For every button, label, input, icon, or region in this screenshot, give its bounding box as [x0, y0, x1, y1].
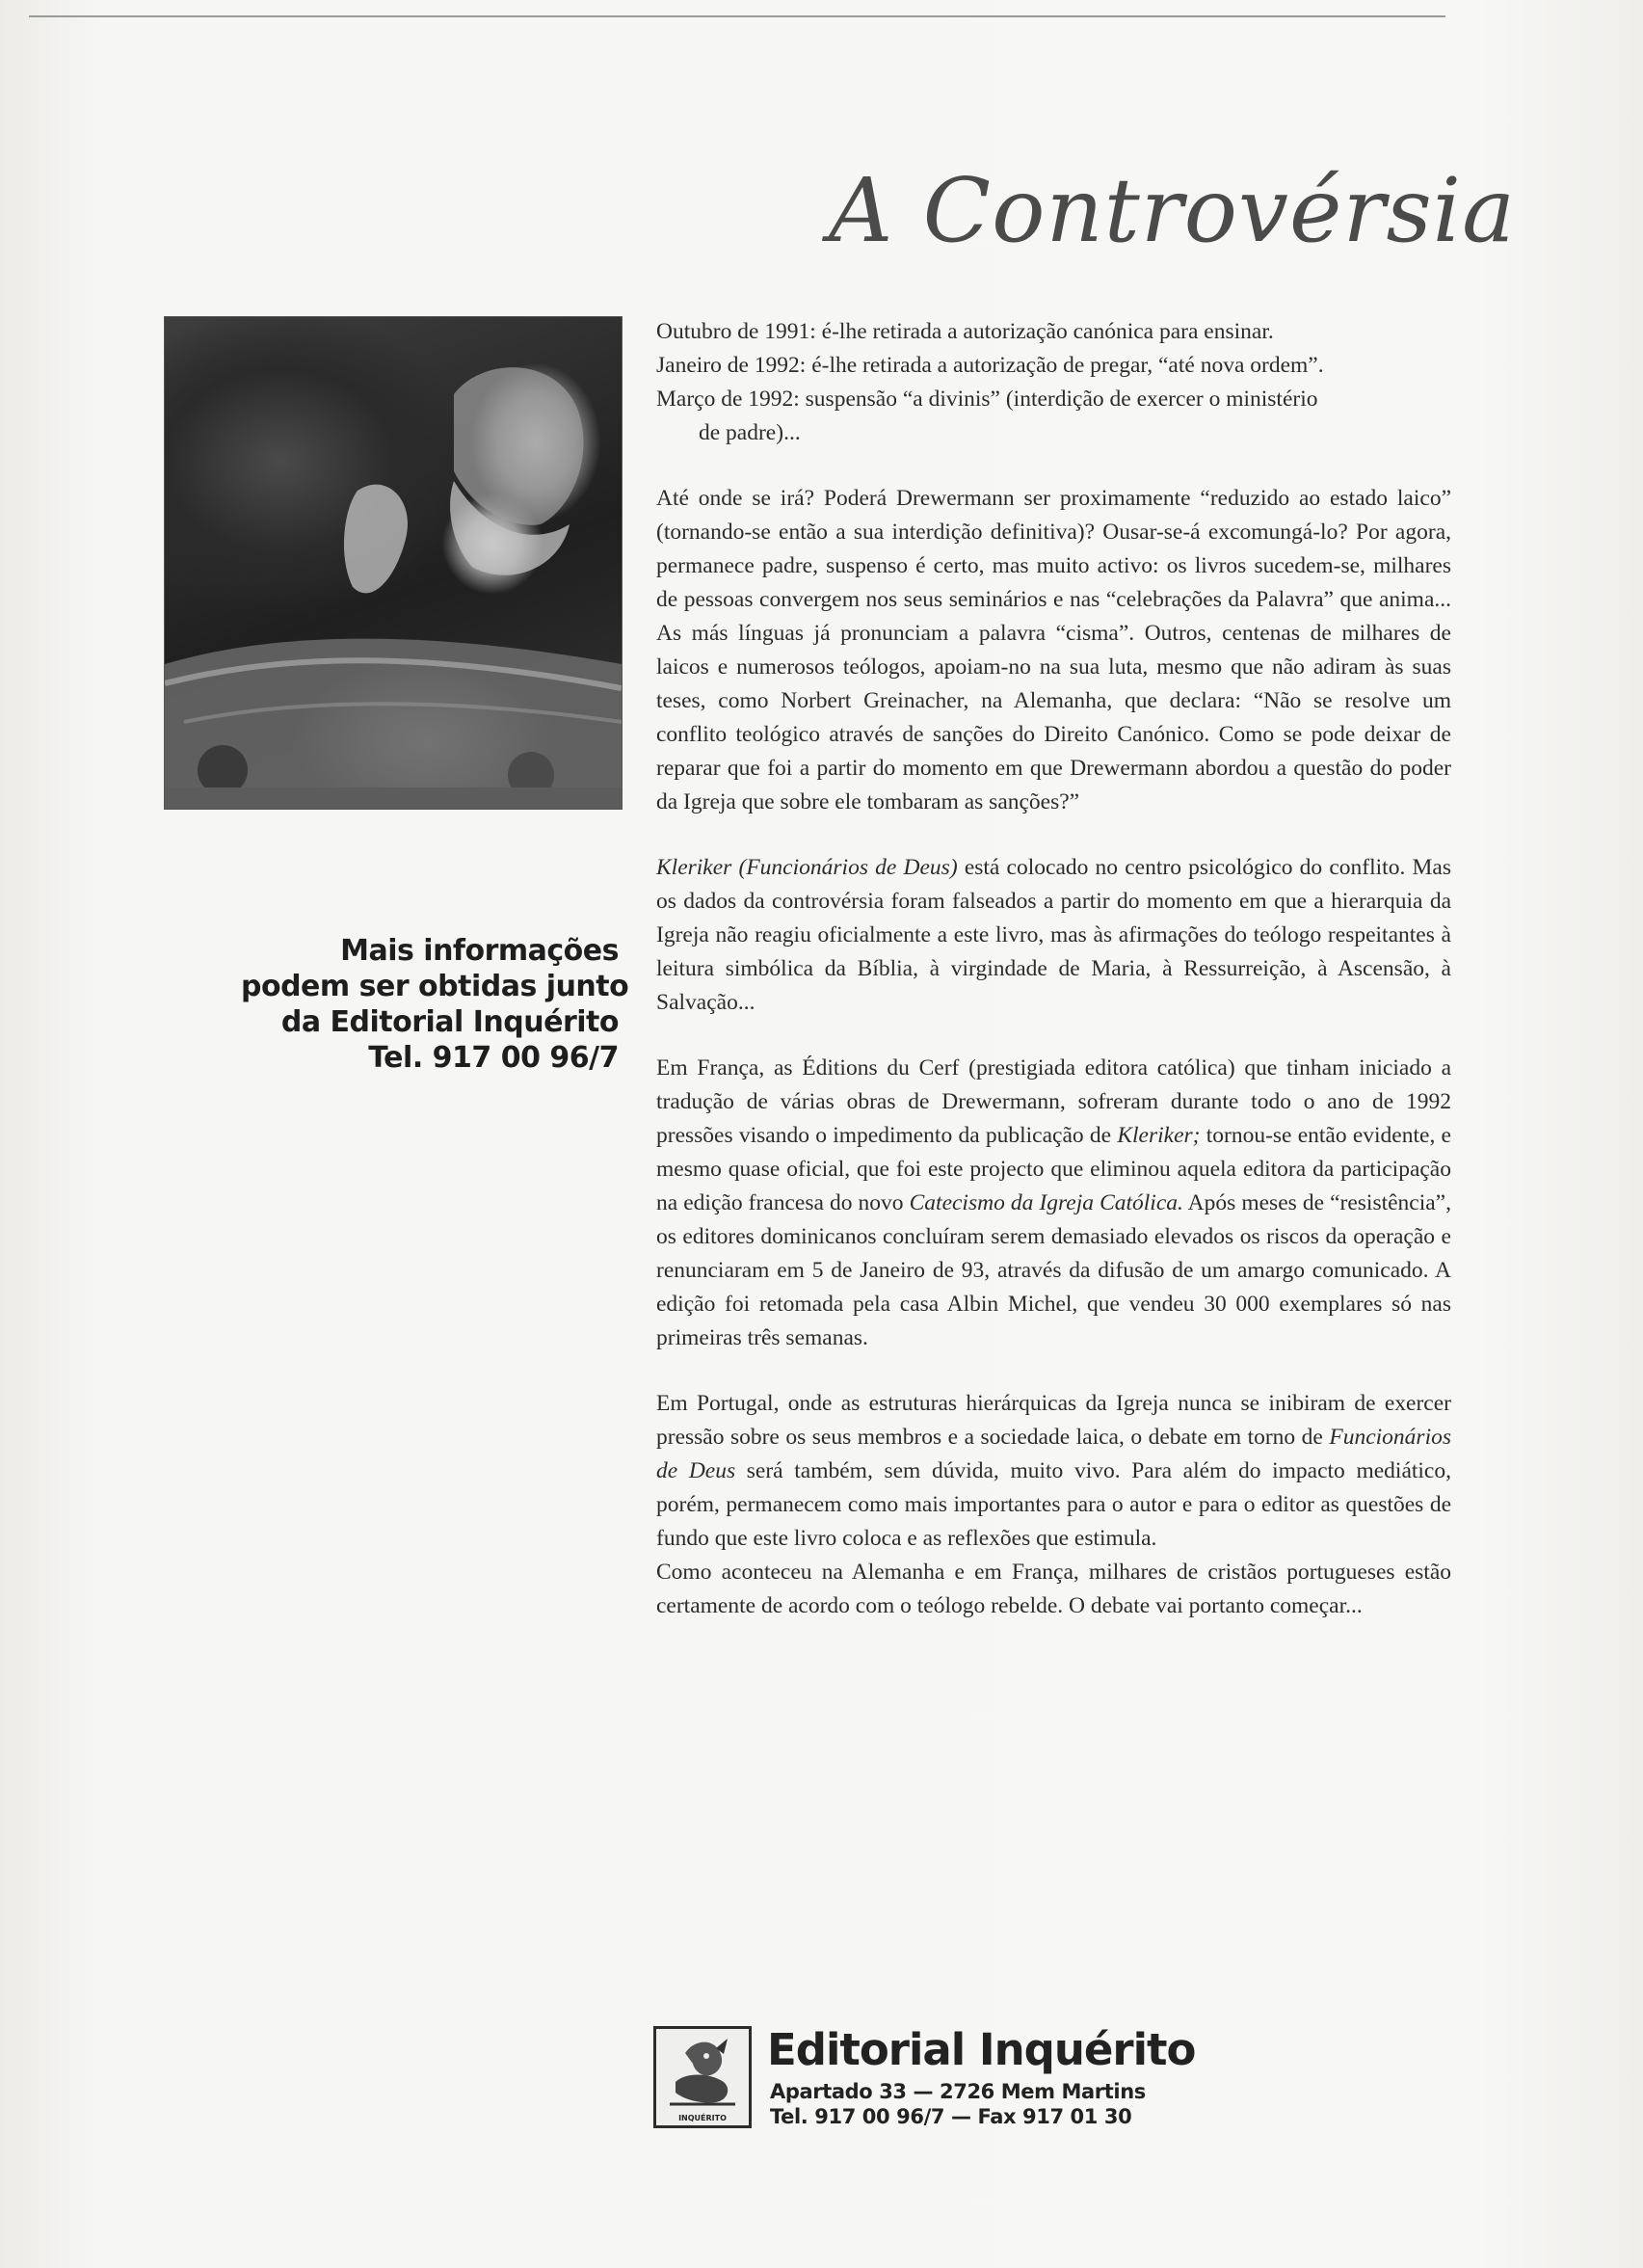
paragraph-text: será também, sem dúvida, muito vivo. Para além do impacto mediático, porém, permanecem como mais importantes para o autor e para o editor as questões de fundo que este livro coloca e as reflexões que estimula. — [656, 1458, 1451, 1551]
publisher-address: Apartado 33 — 2726 Mem Martins — [770, 2080, 1146, 2103]
paragraph-closing: Como aconteceu na Alemanha e em França, milhares de cristãos portugueses estão certamente de acordo com o teólogo rebelde. O debate vai portanto começar... — [656, 1560, 1451, 1618]
paragraph-portugal — [656, 1387, 1451, 1556]
paragraph-text: está colocado no centro psicológico do conflito. Mas os dados da controvérsia foram falseados a partir do momento em que a hierarquia da Igreja não reagiu oficialmente a este livro, mas às afirmações do teólogo respeitantes à leitura simbólica da Bíblia, à virgindade de Maria, à Ressurreição, à Ascensão, à Salvação... — [656, 855, 1451, 1015]
author-photo-graphic — [165, 317, 622, 809]
page-title: A Controvérsia — [829, 159, 1516, 262]
top-rule — [29, 15, 1445, 17]
book-title: Catecismo da Igreja Católica. — [909, 1190, 1183, 1215]
contact-info — [241, 933, 629, 1076]
timeline-line: Março de 1992: suspensão “a divinis” (interdição de exercer o ministério — [656, 387, 1318, 412]
paragraph-consequences: Até onde se irá? Poderá Drewermann ser proximamente “reduzido ao estado laico” (tornando-se então a sua interdição definitiva)? Ousar-se-á excomungá-lo? Por agora, permanece padre, suspenso é certo, mas muito activo: os livros sucedem-se, milhares de pessoas convergem nos seus seminários e nas “celebrações da Palavra” que anima... As más línguas já pronunciam a palavra “cisma”. Outros, centenas de milhares de laicos e numerosos teólogos, apoiam-no na sua luta, mesmo que não adiram às suas teses, como Norbert Greinacher, na Alemanha, que declara: “Não se resolve um conflito teológico através de sanções do Direito Canónico. Como se pode deixar de reparar que foi a partir do momento em que Drewermann abordou a questão do poder da Igreja que sobre ele tombaram as sanções?” — [656, 486, 1451, 814]
paragraph-france — [656, 1052, 1451, 1355]
contact-info-line: Mais informações — [340, 934, 619, 968]
book-title: Funcionários de Deus — [656, 1425, 1451, 1483]
book-title: Kleriker (Funcionários de Deus) — [656, 855, 958, 880]
contact-info-line: podem ser obtidas junto — [241, 970, 629, 1003]
publisher-logo — [653, 2026, 752, 2128]
paragraph-text: Após meses de “resistência”, os editores dominicanos concluíram serem demasiado elevados os riscos da operação e renunciaram em 5 de Janeiro de 93, através da difusão de um amargo comunicado. A edição foi retomada pela casa Albin Michel, que vendeu 30 000 exemplares só nas primeiras três semanas. — [656, 1190, 1451, 1350]
paragraph-text: Em França, as Éditions du Cerf (prestigiada editora católica) que tinham iniciado a tradução de várias obras de Drewermann, sofreram durante todo o ano de 1992 pressões visando o impedimento da publicação de — [656, 1055, 1451, 1148]
logo-caption: INQUÉRITO — [678, 2114, 727, 2122]
publisher-name: Editorial Inquérito — [767, 2024, 1196, 2075]
lion-emblem-icon — [656, 2029, 749, 2125]
article-body — [656, 315, 1451, 1623]
timeline-line: de padre)... — [699, 420, 801, 445]
author-photo — [164, 316, 623, 810]
contact-info-line: Tel. 917 00 96/7 — [368, 1041, 619, 1075]
contact-info-line: da Editorial Inquérito — [280, 1005, 619, 1039]
paragraph-text: Em Portugal, onde as estruturas hierárquicas da Igreja nunca se inibiram de exercer pressão sobre os seus membros e a sociedade laica, o debate em torno de — [656, 1391, 1451, 1450]
paragraph-kleriker — [656, 851, 1451, 1020]
publisher-block — [653, 2024, 1196, 2132]
timeline-line: Janeiro de 1992: é-lhe retirada a autorização de pregar, “até nova ordem”. — [656, 353, 1324, 378]
publisher-phone: Tel. 917 00 96/7 — Fax 917 01 30 — [770, 2105, 1132, 2128]
timeline-line: Outubro de 1991: é-lhe retirada a autorização canónica para ensinar. — [656, 319, 1274, 344]
paragraph-text: tornou-se então evidente, e mesmo quase oficial, que foi este projecto que eliminou aquela editora da participação na edição francesa do novo — [656, 1123, 1451, 1215]
book-title: Kleriker; — [1117, 1123, 1201, 1148]
